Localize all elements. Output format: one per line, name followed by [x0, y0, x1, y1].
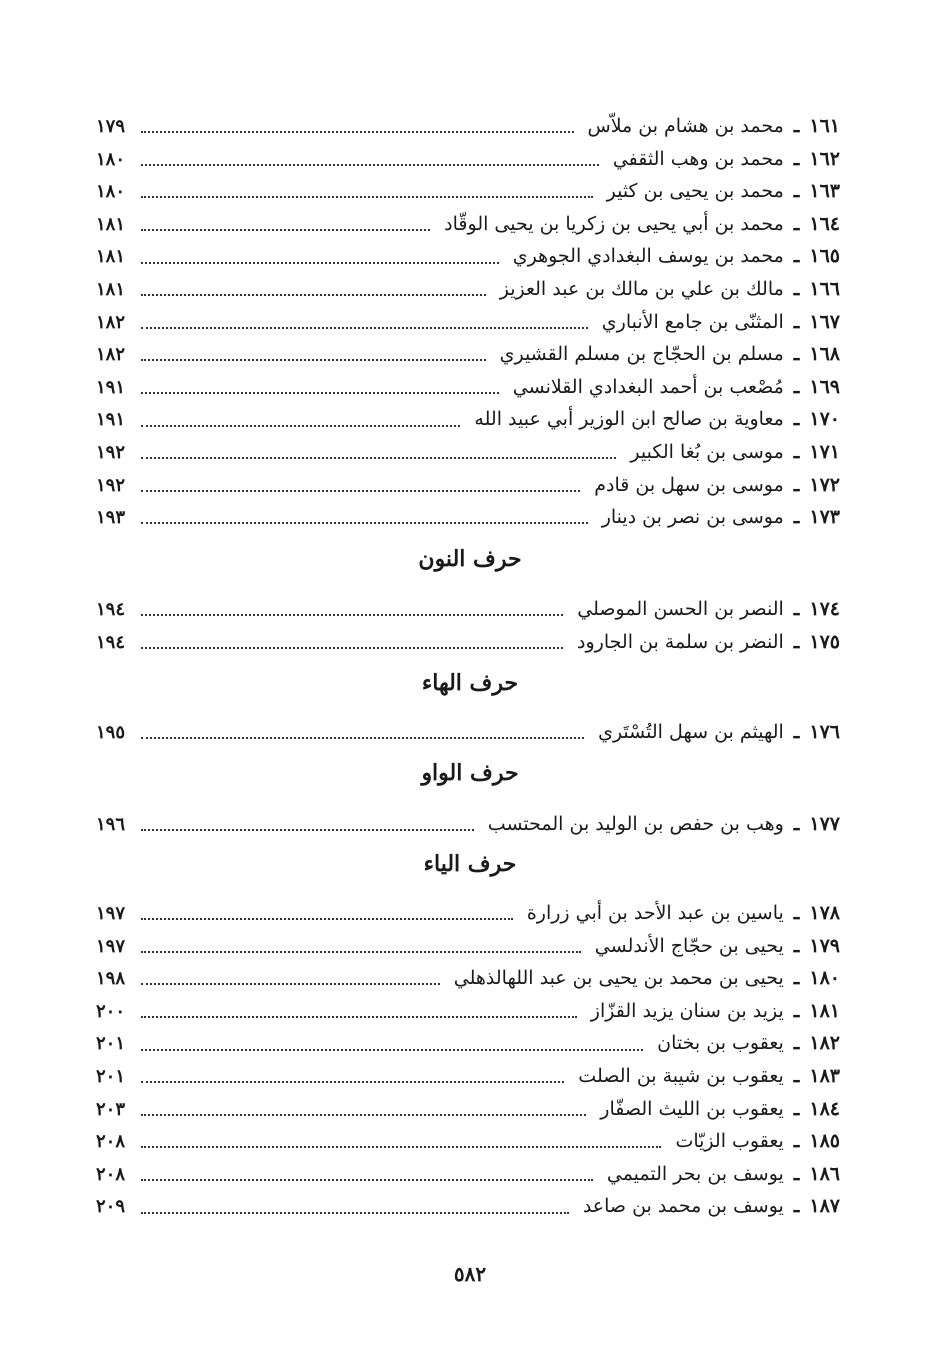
- section-heading-ya: حرف الياء: [423, 851, 517, 877]
- dot-leader: [141, 1114, 586, 1116]
- entry-page: ١٩١: [96, 409, 126, 431]
- entry-name: محمد بن أبي يحيى بن زكريا بن يحيى الوقّاد: [444, 212, 784, 235]
- dot-leader: [141, 829, 474, 831]
- list-item: [96, 716, 840, 749]
- entry-separator: ـ: [793, 343, 800, 366]
- dot-leader: [141, 196, 593, 198]
- entry-name: النصر بن الحسن الموصلي: [577, 598, 784, 620]
- entry-separator: ـ: [793, 408, 800, 431]
- entry-page: ١٩٣: [96, 507, 126, 529]
- dot-leader: [141, 522, 588, 524]
- entry-number: ١٧٣: [809, 506, 840, 529]
- entry-separator: ـ: [793, 630, 800, 653]
- entry-separator: ـ: [793, 1064, 800, 1087]
- entry-name: محمد بن يوسف البغدادي الجوهري: [512, 245, 784, 268]
- entry-separator: ـ: [793, 967, 800, 990]
- entry-separator: ـ: [793, 245, 800, 268]
- entry-number: ١٨٠: [809, 967, 840, 990]
- list-item: [96, 1190, 840, 1223]
- entry-page: ٢٠٨: [96, 1131, 126, 1153]
- entry-page: ١٩٢: [96, 441, 126, 463]
- entry-number: ١٨٦: [809, 1162, 840, 1185]
- entry-number: ١٧٠: [809, 408, 840, 431]
- list-item: [96, 501, 840, 534]
- list-item: [96, 175, 840, 208]
- list-item: [96, 593, 840, 626]
- entry-page: ١٨١: [96, 246, 126, 268]
- entry-number: ١٨٧: [809, 1195, 840, 1218]
- entry-page: ٢٠٩: [96, 1196, 126, 1218]
- entry-list: [96, 716, 840, 749]
- dot-leader: [141, 614, 563, 616]
- dot-leader: [141, 1016, 577, 1018]
- entry-number: ١٧٤: [809, 598, 840, 620]
- entry-number: ١٧٢: [809, 473, 840, 496]
- entry-page: ١٩٥: [96, 722, 126, 743]
- list-item: [96, 1158, 840, 1191]
- entry-number: ١٧٥: [809, 630, 840, 653]
- list-item: [96, 1125, 840, 1158]
- dot-leader: [141, 918, 513, 920]
- dot-leader: [141, 647, 563, 649]
- list-item: [96, 371, 840, 404]
- list-item: [96, 208, 840, 241]
- list-item: [96, 469, 840, 502]
- section-heading-nun: حرف النون: [418, 546, 522, 572]
- entry-name: يعقوب بن الليث الصفّار: [600, 1097, 784, 1120]
- entry-separator: ـ: [793, 1130, 800, 1153]
- entry-separator: ـ: [793, 375, 800, 398]
- entry-number: ١٦٨: [809, 343, 840, 366]
- entry-separator: ـ: [793, 1162, 800, 1185]
- entry-number: ١٧٦: [809, 721, 840, 743]
- entry-page: ١٩٤: [96, 599, 126, 620]
- entry-name: يزيد بن سنان يزيد القزّاز: [590, 999, 784, 1022]
- page-number: ٥٨٢: [453, 1262, 487, 1286]
- dot-leader: [141, 262, 499, 264]
- entry-name: يوسف بن بحر التميمي: [606, 1162, 784, 1185]
- list-item: [96, 338, 840, 371]
- entry-number: ١٨١: [809, 999, 840, 1022]
- entry-page: ٢٠١: [96, 1033, 126, 1055]
- dot-leader: [141, 229, 430, 231]
- entry-name: مُصْعب بن أحمد البغدادي القلانسي: [512, 375, 784, 398]
- entry-list: [96, 808, 840, 841]
- section-heading-waw: حرف الواو: [421, 760, 519, 786]
- entry-page: ١٨١: [96, 278, 126, 300]
- entry-separator: ـ: [793, 902, 800, 924]
- entry-number: ١٧١: [809, 440, 840, 463]
- list-item: [96, 240, 840, 273]
- dot-leader: [141, 1146, 661, 1148]
- entry-page: ٢٠١: [96, 1065, 126, 1087]
- entry-separator: ـ: [793, 212, 800, 235]
- entry-page: ١٨٠: [96, 181, 126, 203]
- dot-leader: [141, 457, 616, 459]
- entry-name: مسلم بن الحجّاج بن مسلم القشيري: [499, 343, 784, 366]
- entry-separator: ـ: [793, 147, 800, 170]
- entry-page: ١٩٧: [96, 903, 126, 924]
- entry-separator: ـ: [793, 1032, 800, 1055]
- entry-name: موسى بن نصر بن دينار: [601, 506, 784, 529]
- entry-number: ١٨٤: [809, 1097, 840, 1120]
- entry-page: ٢٠٨: [96, 1163, 126, 1185]
- entry-page: ١٨١: [96, 213, 126, 235]
- entry-name: وهب بن حفص بن الوليد بن المحتسب: [487, 813, 784, 835]
- entry-name: موسى بن بُغا الكبير: [630, 440, 784, 463]
- entry-number: ١٧٨: [809, 902, 840, 924]
- entry-name: يعقوب بن بختان: [657, 1032, 784, 1055]
- list-item: [96, 808, 840, 841]
- entry-name: يعقوب بن شيبة بن الصلت: [578, 1064, 784, 1087]
- dot-leader: [141, 164, 599, 166]
- list-item: [96, 306, 840, 339]
- entry-name: محمد بن يحيى بن كثير: [606, 180, 784, 203]
- entry-page: ٢٠٠: [96, 1000, 126, 1022]
- entry-separator: ـ: [793, 506, 800, 529]
- entry-number: ١٦٤: [809, 212, 840, 235]
- entry-number: ١٨٥: [809, 1130, 840, 1153]
- entry-name: يوسف بن محمد بن صاعد: [582, 1195, 784, 1218]
- entry-page: ١٨٢: [96, 311, 126, 333]
- entry-number: ١٦٣: [809, 180, 840, 203]
- dot-leader: [141, 359, 486, 361]
- entry-name: ياسين بن عبد الأحد بن أبي زرارة: [526, 902, 784, 924]
- entry-name: يحيى بن حجّاج الأندلسي: [594, 934, 784, 957]
- dot-leader: [141, 294, 486, 296]
- list-item: [96, 143, 840, 176]
- dot-leader: [141, 737, 584, 739]
- entry-separator: ـ: [793, 598, 800, 620]
- entry-separator: ـ: [793, 277, 800, 300]
- dot-leader: [141, 951, 581, 953]
- entry-name: مالك بن علي بن مالك بن عبد العزيز: [499, 277, 784, 300]
- dot-leader: [141, 1179, 593, 1181]
- entry-number: ١٦١: [809, 115, 840, 137]
- dot-leader: [141, 425, 460, 427]
- entry-separator: ـ: [793, 721, 800, 743]
- list-item: [96, 897, 840, 930]
- entry-page: ١٩٧: [96, 935, 126, 957]
- entry-name: محمد بن وهب الثقفي: [612, 147, 784, 170]
- entry-number: ١٨٣: [809, 1064, 840, 1087]
- entry-name: يعقوب الزيّات: [675, 1130, 784, 1153]
- list-item: [96, 110, 840, 143]
- dot-leader: [141, 131, 573, 133]
- entry-name: موسى بن سهل بن قادم: [594, 473, 784, 496]
- entry-page: ١٩٢: [96, 474, 126, 496]
- entry-page: ١٩٤: [96, 631, 126, 653]
- list-item: [96, 995, 840, 1028]
- dot-leader: [141, 1212, 569, 1214]
- entry-page: ١٩١: [96, 376, 126, 398]
- list-item: [96, 962, 840, 995]
- list-item: [96, 1060, 840, 1093]
- entry-number: ١٧٩: [809, 934, 840, 957]
- entry-number: ١٨٢: [809, 1032, 840, 1055]
- list-item: [96, 273, 840, 306]
- dot-leader: [141, 983, 440, 985]
- entry-separator: ـ: [793, 180, 800, 203]
- entry-separator: ـ: [793, 440, 800, 463]
- entry-separator: ـ: [793, 813, 800, 835]
- entry-separator: ـ: [793, 1097, 800, 1120]
- entry-page: ١٨٢: [96, 344, 126, 366]
- entry-list: [96, 897, 840, 1223]
- entry-separator: ـ: [793, 1195, 800, 1218]
- entry-name: المثنّى بن جامع الأنباري: [601, 310, 784, 333]
- list-item: [96, 436, 840, 469]
- entry-name: يحيى بن محمد بن يحيى بن عبد اللهالذهلي: [453, 967, 784, 990]
- entry-number: ١٦٢: [809, 147, 840, 170]
- entry-number: ١٦٩: [809, 375, 840, 398]
- entry-name: محمد بن هشام بن ملاّس: [587, 115, 784, 137]
- entry-page: ١٩٨: [96, 968, 126, 990]
- entry-name: معاوية بن صالح ابن الوزير أبي عبيد الله: [474, 408, 784, 431]
- entry-separator: ـ: [793, 115, 800, 137]
- entry-number: ١٦٦: [809, 277, 840, 300]
- entry-name: النضر بن سلمة بن الجارود: [577, 630, 784, 653]
- entry-separator: ـ: [793, 310, 800, 333]
- entry-number: ١٦٥: [809, 245, 840, 268]
- list-item: [96, 626, 840, 659]
- entry-page: ١٧٩: [96, 116, 126, 137]
- entry-number: ١٧٧: [809, 813, 840, 835]
- entry-page: ١٩٦: [96, 814, 126, 835]
- entry-page: ١٨٠: [96, 148, 126, 170]
- entry-name: الهيثم بن سهل التُسْتَري: [598, 721, 784, 743]
- dot-leader: [141, 1081, 564, 1083]
- entry-separator: ـ: [793, 473, 800, 496]
- dot-leader: [141, 490, 580, 492]
- entry-separator: ـ: [793, 934, 800, 957]
- entry-number: ١٦٧: [809, 310, 840, 333]
- list-item: [96, 403, 840, 436]
- list-item: [96, 930, 840, 963]
- dot-leader: [141, 392, 499, 394]
- entry-list: [96, 110, 840, 534]
- dot-leader: [141, 327, 588, 329]
- entry-separator: ـ: [793, 999, 800, 1022]
- entry-list: [96, 593, 840, 658]
- entry-page: ٢٠٣: [96, 1098, 126, 1120]
- dot-leader: [141, 1049, 643, 1051]
- list-item: [96, 1027, 840, 1060]
- list-item: [96, 1093, 840, 1126]
- section-heading-ha: حرف الهاء: [421, 670, 519, 696]
